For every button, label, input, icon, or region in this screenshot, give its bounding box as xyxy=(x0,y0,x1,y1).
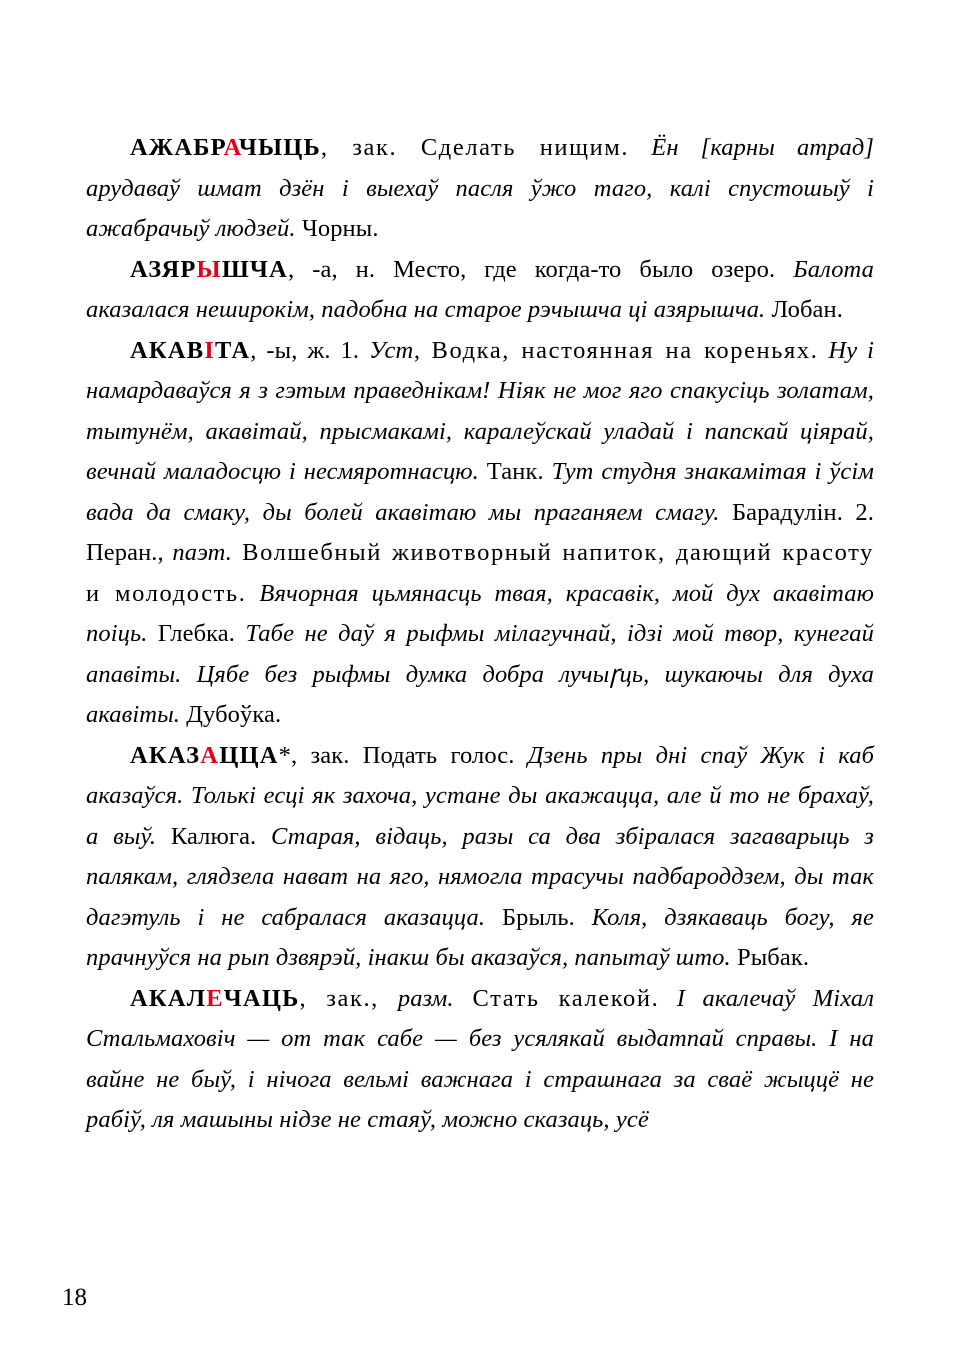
entries-column xyxy=(86,128,874,1141)
entry-source-2: Барадулін. xyxy=(719,498,843,526)
headword-accent: Ы xyxy=(196,255,222,283)
entry-citation: Ён [карны атрад] арудаваў шмат дзён і выехаў пасля ўжо таго, калі спустошыў і ажабрачыў людзей. xyxy=(86,134,875,242)
dictionary-entry xyxy=(86,250,874,331)
headword-accent: Е xyxy=(206,984,224,1012)
dictionary-entry xyxy=(86,736,874,979)
headword-text-tail: ЦЦА xyxy=(219,741,279,769)
dictionary-entry xyxy=(86,979,874,1141)
headword-text: АКАЛ xyxy=(130,984,207,1012)
entry-grammar: , -ы, ж. 1. xyxy=(250,336,370,364)
headword-asterisk: * xyxy=(278,741,291,769)
headword-text: АЗЯР xyxy=(130,255,197,283)
entry-source-3: Рыбак. xyxy=(730,944,810,971)
entry-sense-mark-2-ital: паэт. xyxy=(172,539,232,566)
entry-grammar: , зак. xyxy=(290,741,363,769)
entry-citation: Дзень пры дні спаў Жук і каб аказаўся. Толькі есці як захоча, устане ды акажацца, але й то не брахаў, а выў. xyxy=(86,741,875,850)
entry-sense-mark-2: Перан., xyxy=(86,539,173,566)
entry-definition: Стать калекой. xyxy=(453,984,660,1012)
headword-text-tail: ЧЫЦЬ xyxy=(238,134,321,161)
headword-text-tail: ТА xyxy=(215,336,251,364)
entry-grammar: , зак. xyxy=(320,134,421,161)
entry-source-3: Глебка. xyxy=(147,620,236,647)
entry-citation-3: Вячорная цьмянасць твая, красавік, мой дух акавітаю поіць. xyxy=(86,579,874,647)
headword-accent: А xyxy=(223,134,239,161)
entry-source: Чорны. xyxy=(295,215,379,242)
entry-definition-2: Волшебный животворный напиток, дающий красоту и молодость. xyxy=(86,539,874,607)
entry-source: Танк. xyxy=(478,458,544,485)
entry-definition: Сделать нищим. xyxy=(420,134,630,161)
entry-source-4: Дубоўка. xyxy=(180,701,282,728)
entry-citation-4: Табе не даў я рыфмы мілагучнай, ідзі мой твор, кунегай апавіты. Цябе без рыфмы думка добра лучыꞅць, шукаючы для духа акавіты. xyxy=(86,620,874,728)
entry-sense-mark: Уст, xyxy=(369,336,421,364)
entry-sense-number: 2. xyxy=(842,498,874,526)
entry-grammar: , зак., xyxy=(299,984,398,1012)
entry-definition: Место, где когда-то было озеро. xyxy=(393,255,776,283)
entry-citation-2: Тут студня знакамітая і ўсім вада да смаку, ды болей акавітаю мы праганяем смагу. xyxy=(86,458,874,526)
entry-source: Калюга. xyxy=(156,822,257,850)
entry-citation-2: Старая, відаць, разы са два збіралася загаварыць з палякам, глядзела нават на яго, нямогла трасучы падбароддзем, ды так дагэтуль і не сабралася аказацца. xyxy=(86,822,874,931)
page-number: 18 xyxy=(62,1284,87,1311)
entry-definition: Водка, настоянная на кореньях. xyxy=(420,336,819,364)
dictionary-entry xyxy=(86,128,874,250)
entry-grammar-ital: разм. xyxy=(397,984,454,1012)
entry-citation: І акалечаў Міхал Стальмаховіч — от так сабе — без усялякай выдатпай справы. І на вайне не быў, і нічога вельмі важнага і страшнага за сваё жыццё не рабіў, ля машыны нідзе не стаяў, можно сказаць, усё xyxy=(86,984,874,1133)
entry-source-2: Брыль. xyxy=(485,903,575,931)
entry-source: Лобан. xyxy=(765,296,843,323)
headword-text: АКАЗ xyxy=(130,741,201,769)
entry-grammar: , -а, н. xyxy=(288,255,394,283)
headword-text-tail: ЧАЦЬ xyxy=(223,984,300,1012)
headword-text: АКАВ xyxy=(130,336,205,364)
headword-text-tail: ШЧА xyxy=(221,255,288,283)
entry-definition: Подать голос. xyxy=(362,741,515,769)
entry-citation: Ну і намардаваўся я з гэтым праведнікам! Ніяк не мог яго спакусіць золатам, тытунём, акавітай, прысмакамі, каралеўскай уладай і папскай ціярай, вечнай маладосцю і несмяротнасцю. xyxy=(86,336,875,485)
headword-text: АЖАБР xyxy=(130,134,224,161)
headword-accent: І xyxy=(204,336,216,364)
headword-accent: А xyxy=(200,741,220,769)
entry-citation: Балота аказалася неширокім, падобна на старое рэчышча ці азярышча. xyxy=(86,255,875,323)
dictionary-entry xyxy=(86,331,874,736)
entry-citation-3: Коля, дзякаваць богу, яе прачнуўся на рып дзвярэй, інакш бы аказаўся, папытаў што. xyxy=(86,903,874,971)
